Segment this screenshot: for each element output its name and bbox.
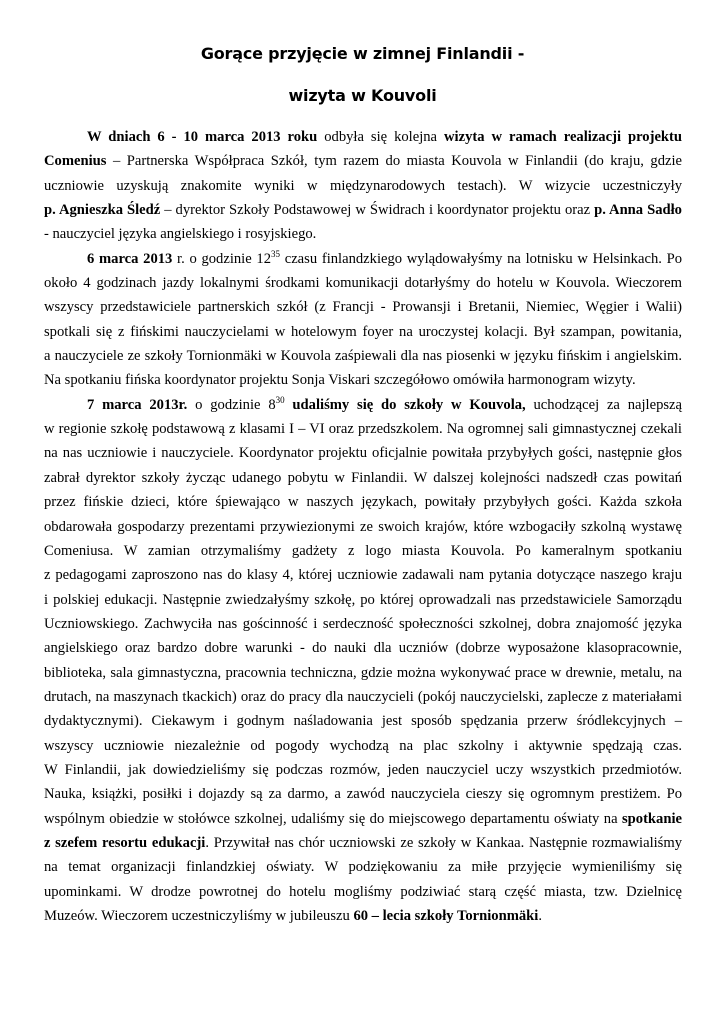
text-line: Nauka, książki, posiłki i dojazdy są za darmo, a zawód nauczyciela cieszy się ogromnym prestiżem. Po [44,786,682,803]
paragraph-march-6 [44,247,682,393]
text-run: o godzinie 8 [187,396,276,413]
text-line [44,904,682,928]
text-run: – dyrektor Szkoły Podstawowej w Świdrach i koordynator projektu oraz [160,202,595,219]
text-run: Muzeów. Wieczorem uczestniczyliśmy w jubileuszu [44,908,354,924]
text-line [44,831,682,855]
dates-bold: W dniach 6 - 10 marca 2013 roku [87,129,318,145]
minutes-superscript: 35 [271,248,281,259]
person-name-bold: p. Agnieszka Śledź [44,202,161,219]
minutes-superscript: 30 [275,394,285,405]
text-line [44,807,682,831]
document-title-line-2: wizyta w Kouvoli [288,86,437,105]
meeting-bold: spotkanie [621,810,682,827]
text-run: r. o godzinie 12 [172,250,272,267]
text-run: – Partnerska Współpraca Szkół, tym razem do miasta Kouvola w Finlandii (do kraju, gdzie [106,153,682,170]
text-line: na nas uczniowie i nauczyciele. Koordynator projektu oficjalnie powitała przybyłych gości, następnie głos [44,445,682,462]
meeting-bold: z szefem resortu edukacji [44,834,206,851]
text-line: drutach, na maszynach tkackich) oraz do pracy dla nauczycieli (pokój nauczycielski, zaplecze z materiałami [44,688,682,705]
text-line: zabrał dyrektor szkoły życząc udanego pobytu w Finlandii. W dalszej kolejności nadszedł czas powitań [44,469,682,486]
text-line [44,247,682,271]
text-run: . Przywitał nas chór uczniowski ze szkoły w Kankaa. Następnie rozmawialiśmy [205,834,683,851]
text-line: - nauczyciel języka angielskiego i rosyjskiego. [44,226,317,243]
text-line [44,149,682,173]
document-body [44,125,682,928]
text-line: w regionie szkołę podstawową z klasami I – VI oraz przedszkolem. Na ogromnej sali gimnastycznej czekali [44,421,682,438]
text-line: a nauczyciele ze szkoły Tornionmäki w Kouvola zaśpiewali dla nas piosenki w języku fińskim i angielskim. [44,348,682,365]
text-line: angielskiego oraz bardzo dobre warunki - do nauki dla uczniów (dobrze wyposażone klasopracownie, [44,640,682,657]
date-bold: 6 marca 2013 [87,250,173,267]
paragraph-visit-intro [44,125,682,247]
text-line: dydaktycznymi). Ciekawym i godnym naśladowania jest sposób spędzania przerw śródlekcyjnych – [44,713,682,730]
text-run: odbyła się kolejna [317,129,444,145]
comenius-bold: Comenius [44,153,107,170]
text-line [44,393,682,417]
document-title-line-1: Gorące przyjęcie w zimnej Finlandii - [200,44,525,63]
text-line: Na spotkaniu fińska koordynator projektu Sonja Viskari szczegółowo omówiła harmonogram wizyty. [44,372,636,389]
text-line: biblioteka, sala gimnastyczna, pracownia techniczna, gdzie można wykonywać prace w drewnie, metalu, na [44,664,682,681]
text-run: wspólnym obiedzie w stołówce szkolnej, udaliśmy się do miejscowego departamentu oświaty na [44,810,622,827]
school-visit-bold: udaliśmy się do szkoły w Kouvola, [284,396,526,413]
person-name-bold: p. Anna Sadło [594,202,682,219]
text-line: wszyscy uczniowie niezależnie od pogody wychodzą na plac szkolny i aktywnie spędzają czas. [44,737,682,754]
text-line: uczniowie uzyskują znakomite wyniki w międzynarodowych testach). W wizycie uczestniczyły [44,177,682,194]
text-line: z pedagogami zaproszono nas do klasy 4, której uczniowie zadawali nam pytania dotyczące naszego kraju [44,567,682,584]
text-line: i polskiej edukacji. Następnie zwiedzałyśmy szkołę, po której oprowadzali nas przedstawiciele Samorządu [44,591,682,608]
project-bold: wizyta w ramach realizacji projektu [444,129,683,145]
text-line [44,198,682,222]
text-line [44,125,682,149]
text-line: W Finlandii, jak dowiedzieliśmy się podczas rozmów, jeden nauczyciel uczy wszystkich przedmiotów. [44,761,682,778]
text-line: na temat organizacji finlandzkiej oświaty. W podziękowaniu za miłe przyjęcie wymieniliśmy się [44,859,682,876]
text-line: wszyscy przedstawiciele partnerskich szkół (z Francji - Prowansji i Bretanii, Niemiec, Węgier i Walii) [44,299,682,316]
date-bold: 7 marca 2013r. [87,396,188,413]
text-line: Uczniowskiego. Zachwyciła nas gościnność i serdeczność społeczności szkolnej, dobra znajomość języka [44,615,682,632]
paragraph-march-7 [44,393,682,929]
jubilee-bold: 60 – lecia szkoły Tornionmäki [353,908,539,924]
text-run: czasu finlandzkiego wylądowałyśmy na lotnisku w Helsinkach. Po [280,250,682,267]
text-line: przez fińskie dzieci, które śpiewająco w naszych językach, powitały przybyłych gości. Każda szkoła [44,494,682,511]
text-line: Comeniusa. W zamian otrzymaliśmy gadżety z logo miasta Kouvola. Po kameralnym spotkaniu [44,542,682,559]
text-line: około 4 godzinach jazdy lokalnymi środkami komunikacji dotarłyśmy do hotelu w Kouvola. Wieczorem [44,275,682,292]
text-line: obdarowała gospodarzy prezentami przywiezionymi ze swoich krajów, które wzbogaciły szkolną wystawę [44,518,682,535]
text-run: . [538,908,542,924]
text-line: upominkami. W drodze powrotnej do hotelu mogliśmy podziwiać starą część miasta, tzw. Dzielnicę [44,883,682,900]
text-run: uchodzącej za najlepszą [525,396,683,413]
text-line: spotkali się z fińskimi nauczycielami w hotelowym foyer na uroczystej kolacji. Był szampan, powitania, [44,323,682,340]
